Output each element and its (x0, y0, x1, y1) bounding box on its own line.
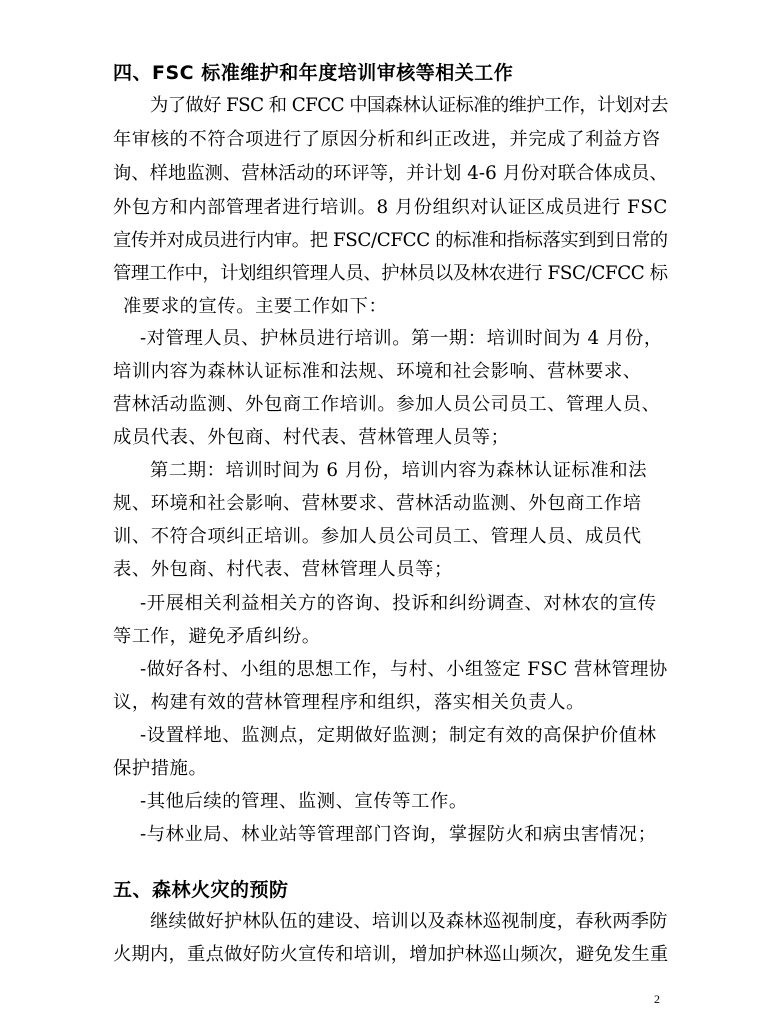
paragraph-line: 表、外包商、村代表、营林管理人员等； (113, 559, 453, 580)
list-item: -对管理人员、护林员进行培训。第一期：培训时间为 4 月份， (140, 328, 663, 349)
paragraph-line: 宣传并对成员进行内审。把 FSC/CFCC 的标准和指标落实到到日常的 (113, 230, 668, 251)
paragraph-line: 成员代表、外包商、村代表、营林管理人员等； (113, 427, 510, 448)
paragraph-line: 火期内，重点做好防火宣传和培训，增加护林巡山频次，避免发生重 (113, 944, 669, 965)
paragraph-line: 外包方和内部管理者进行培训。8 月份组织对认证区成员进行 FSC (113, 197, 668, 218)
paragraph-line: 准要求的宣传。主要工作如下： (123, 296, 388, 317)
paragraph-line: 等工作，避免矛盾纠纷。 (113, 626, 321, 647)
paragraph-line: 询、样地监测、营林活动的环评等，并计划 4-6 月份对联合体成员、 (113, 163, 668, 184)
paragraph-line: 为了做好 FSC 和 CFCC 中国森林认证标准的维护工作，计划对去 (150, 95, 668, 116)
paragraph-line: 训、不符合项纠正培训。参加人员公司员工、管理人员、成员代 (113, 526, 642, 547)
paragraph-line: 营林活动监测、外包商工作培训。参加人员公司员工、管理人员、 (113, 394, 661, 415)
page-number: 2 (654, 992, 660, 1006)
paragraph-line: 保护措施。 (113, 758, 208, 779)
paragraph-line: 议，构建有效的营林管理程序和组织，落实相关负责人。 (113, 692, 586, 713)
list-item: -其他后续的管理、监测、宣传等工作。 (140, 791, 468, 812)
paragraph-line: 年审核的不符合项进行了原因分析和纠正改进，并完成了利益方咨 (113, 129, 661, 150)
paragraph-line: 第二期：培训时间为 6 月份，培训内容为森林认证标准和法 (150, 460, 648, 481)
list-item: -设置样地、监测点，定期做好监测；制定有效的高保护价值林 (140, 725, 657, 746)
paragraph-line: 继续做好护林队伍的建设、培训以及森林巡视制度，春秋两季防 (150, 911, 668, 932)
paragraph-line: 培训内容为森林认证标准和法规、环境和社会影响、营林要求、 (113, 361, 642, 382)
list-item: -开展相关利益相关方的咨询、投诉和纠纷调查、对林农的宣传 (140, 593, 657, 614)
paragraph-line: 管理工作中，计划组织管理人员、护林员以及林农进行 FSC/CFCC 标 (113, 263, 668, 284)
paragraph-line: 规、环境和社会影响、营林要求、营林活动监测、外包商工作培 (113, 493, 642, 514)
section-5-heading: 五、森林火灾的预防 (113, 879, 289, 901)
list-item: -与林业局、林业站等管理部门咨询，掌握防火和病虫害情况； (140, 824, 657, 845)
list-item: -做好各村、小组的思想工作，与村、小组签定 FSC 营林管理协 (140, 659, 668, 680)
section-4-heading: 四、FSC 标准维护和年度培训审核等相关工作 (113, 62, 514, 84)
